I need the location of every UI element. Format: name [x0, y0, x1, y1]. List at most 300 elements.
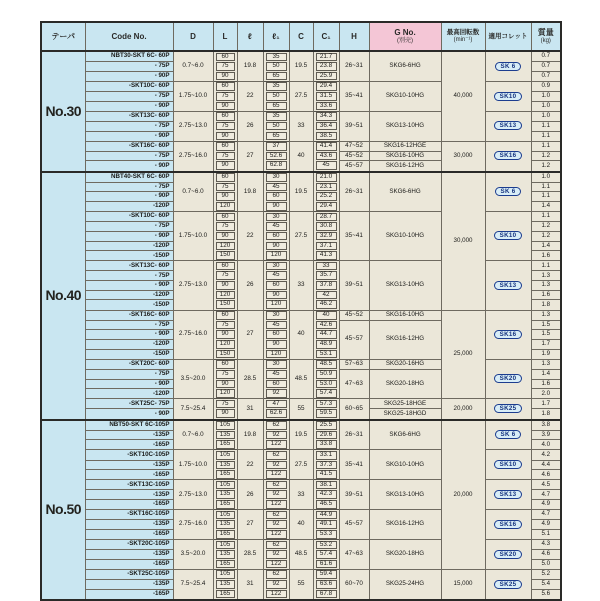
- l1-value-box: 120: [266, 251, 287, 260]
- l1-value-box: 65: [266, 102, 287, 111]
- l1-value-cell: [263, 470, 289, 480]
- l-value-cell: [213, 480, 237, 490]
- c1-value-box: 49.1: [316, 520, 337, 529]
- code-no-cell: - 90P: [85, 330, 173, 340]
- c1-value-box: 57.4: [316, 550, 337, 559]
- l1-value-box: 62: [266, 421, 287, 430]
- l-value-box: 165: [216, 500, 235, 509]
- mass-value-cell: 1.4: [531, 201, 561, 211]
- c1-value-box: 34.3: [316, 112, 337, 121]
- l1-value-box: 92: [266, 461, 287, 470]
- g-no-cell: SKG10-10HG: [369, 450, 441, 480]
- c1-value-box: 25.9: [316, 72, 337, 81]
- l1-value-cell: [263, 71, 289, 81]
- collet-cell: [485, 51, 531, 81]
- mass-value-cell: 1.1: [531, 261, 561, 271]
- l-value-cell: [213, 589, 237, 600]
- c1-value-cell: [313, 300, 339, 310]
- l1-value-cell: [263, 121, 289, 131]
- mass-value-cell: 5.2: [531, 569, 561, 579]
- c1-value-box: 31.5: [316, 92, 337, 101]
- h-range-cell: 39~51: [339, 480, 369, 510]
- code-no-cell: - 90P: [85, 131, 173, 141]
- code-no-cell: - 75P: [85, 62, 173, 72]
- c1-value-cell: [313, 369, 339, 379]
- l1-value-box: 37: [266, 142, 287, 151]
- mass-value-cell: 5.4: [531, 580, 561, 590]
- code-no-cell: -SKT16C-105P: [85, 510, 173, 520]
- l-value-box: 135: [216, 431, 235, 440]
- l1-value-cell: [263, 589, 289, 600]
- mass-value-cell: 0.7: [531, 62, 561, 72]
- mass-value-cell: 4.3: [531, 540, 561, 550]
- c-value-cell: 33: [289, 111, 313, 141]
- l-value-box: 150: [216, 350, 235, 359]
- g-no-cell: SKG6-6HG: [369, 172, 441, 212]
- c1-value-cell: [313, 510, 339, 520]
- l-value-cell: [213, 131, 237, 141]
- c-value-cell: 19.5: [289, 420, 313, 450]
- l-value-box: 135: [216, 550, 235, 559]
- l-value-box: 90: [216, 161, 235, 170]
- code-no-cell: - 75P: [85, 151, 173, 161]
- l-value-cell: [213, 310, 237, 320]
- mass-value-cell: 3.9: [531, 430, 561, 440]
- c1-value-cell: [313, 349, 339, 359]
- code-no-cell: - 75P: [85, 320, 173, 330]
- header-max-rpm-sub: (min⁻¹): [453, 36, 473, 43]
- l-value-box: 75: [216, 400, 235, 409]
- l-value-box: 105: [216, 511, 235, 520]
- l-value-box: 60: [216, 53, 235, 62]
- l1-value-box: 60: [266, 192, 287, 201]
- l-value-box: 75: [216, 183, 235, 192]
- mass-value-cell: 1.3: [531, 281, 561, 291]
- l1-value-box: 90: [266, 291, 287, 300]
- l-value-box: 75: [216, 370, 235, 379]
- mass-value-cell: 4.9: [531, 520, 561, 530]
- collet-cell: [485, 81, 531, 111]
- l-lower-value-cell: 27: [237, 510, 263, 540]
- c-value-cell: 27.5: [289, 450, 313, 480]
- l1-value-cell: [263, 182, 289, 192]
- c1-value-box: 29.4: [316, 82, 337, 91]
- c1-value-cell: [313, 409, 339, 420]
- code-no-cell: -120P: [85, 389, 173, 399]
- l-value-cell: [213, 161, 237, 172]
- l1-value-box: 122: [266, 590, 287, 599]
- c1-value-cell: [313, 430, 339, 440]
- l1-value-cell: [263, 241, 289, 251]
- l1-value-box: 30: [266, 360, 287, 369]
- c1-value-box: 21.7: [316, 53, 337, 62]
- l-value-cell: [213, 172, 237, 183]
- c1-value-box: 41.5: [316, 470, 337, 479]
- collet-badge: SK25: [494, 580, 523, 589]
- l-value-box: 165: [216, 560, 235, 569]
- l1-value-cell: [263, 510, 289, 520]
- mass-value-cell: 1.4: [531, 241, 561, 251]
- mass-value-cell: 5.0: [531, 559, 561, 569]
- l-value-box: 75: [216, 122, 235, 131]
- code-no-cell: - 75P: [85, 222, 173, 232]
- code-no-cell: -135P: [85, 520, 173, 530]
- l1-value-cell: [263, 101, 289, 111]
- code-no-cell: -135P: [85, 460, 173, 470]
- l1-value-cell: [263, 271, 289, 281]
- l1-value-cell: [263, 161, 289, 172]
- code-no-cell: - 90P: [85, 281, 173, 291]
- mass-value-cell: 4.2: [531, 450, 561, 460]
- l1-value-box: 47: [266, 400, 287, 409]
- l-value-cell: [213, 281, 237, 291]
- mass-value-cell: 1.2: [531, 222, 561, 232]
- l-value-box: 120: [216, 389, 235, 398]
- h-range-cell: 39~51: [339, 111, 369, 141]
- l-value-cell: [213, 71, 237, 81]
- l-value-cell: [213, 81, 237, 91]
- l1-value-cell: [263, 420, 289, 431]
- mass-value-cell: 4.9: [531, 500, 561, 510]
- collet-badge: SK25: [494, 404, 523, 413]
- l-lower-value-cell: 31: [237, 569, 263, 599]
- c1-value-box: 48.5: [316, 360, 337, 369]
- code-no-cell: - 90P: [85, 231, 173, 241]
- d-range-cell: 7.5~25.4: [173, 569, 213, 599]
- code-no-cell: -SKT13C- 60P: [85, 261, 173, 271]
- l1-value-cell: [263, 520, 289, 530]
- c1-value-box: 40: [316, 311, 337, 320]
- code-no-cell: -135P: [85, 490, 173, 500]
- taper-label: No.50: [41, 420, 85, 600]
- mass-value-cell: 1.1: [531, 182, 561, 192]
- c1-value-box: 33.1: [316, 451, 337, 460]
- collet-cell: [485, 450, 531, 480]
- mass-value-cell: 5.1: [531, 529, 561, 539]
- l-value-cell: [213, 330, 237, 340]
- l-value-cell: [213, 369, 237, 379]
- d-range-cell: 1.75~10.0: [173, 450, 213, 480]
- c1-value-cell: [313, 81, 339, 91]
- l1-value-cell: [263, 111, 289, 121]
- c1-value-cell: [313, 540, 339, 550]
- d-range-cell: 0.7~6.0: [173, 420, 213, 450]
- collet-badge: SK16: [494, 151, 523, 160]
- c1-value-cell: [313, 251, 339, 261]
- h-range-cell: 57~63: [339, 359, 369, 369]
- code-no-cell: -165P: [85, 589, 173, 600]
- code-no-cell: -SKT16C- 60P: [85, 310, 173, 320]
- l1-value-cell: [263, 379, 289, 389]
- l1-value-box: 35: [266, 112, 287, 121]
- l-value-cell: [213, 540, 237, 550]
- l1-value-cell: [263, 290, 289, 300]
- l1-value-cell: [263, 310, 289, 320]
- l1-value-box: 62: [266, 511, 287, 520]
- l1-value-box: 62.8: [266, 161, 287, 170]
- c1-value-box: 53.0: [316, 380, 337, 389]
- c1-value-box: 57.4: [316, 389, 337, 398]
- code-no-cell: NBT50-SKT 6C-105P: [85, 420, 173, 431]
- l-value-cell: [213, 111, 237, 121]
- mass-value-cell: 1.1: [531, 121, 561, 131]
- mass-value-cell: 3.8: [531, 420, 561, 431]
- l1-value-box: 50: [266, 92, 287, 101]
- code-no-cell: - 75P: [85, 91, 173, 101]
- c1-value-cell: [313, 172, 339, 183]
- h-range-cell: 26~31: [339, 420, 369, 450]
- mass-value-cell: 4.6: [531, 470, 561, 480]
- c-value-cell: 19.5: [289, 172, 313, 212]
- c1-value-box: 41.3: [316, 251, 337, 260]
- collet-cell: [485, 261, 531, 310]
- g-no-cell: SKG10-10HG: [369, 212, 441, 261]
- l-value-cell: [213, 141, 237, 151]
- l1-value-cell: [263, 559, 289, 569]
- l1-value-cell: [263, 430, 289, 440]
- l-lower-value-cell: 22: [237, 212, 263, 261]
- l1-value-cell: [263, 261, 289, 271]
- c1-value-cell: [313, 71, 339, 81]
- h-range-cell: 47~63: [339, 540, 369, 570]
- c1-value-cell: [313, 569, 339, 579]
- l-lower-value-cell: 27: [237, 141, 263, 171]
- l1-value-cell: [263, 460, 289, 470]
- c1-value-box: 30.8: [316, 222, 337, 231]
- c1-value-cell: [313, 51, 339, 62]
- c1-value-box: 29.6: [316, 431, 337, 440]
- l-value-cell: [213, 569, 237, 579]
- c1-value-box: 45: [316, 161, 337, 170]
- mass-value-cell: 4.7: [531, 510, 561, 520]
- c1-value-box: 42.6: [316, 321, 337, 330]
- l-lower-value-cell: 27: [237, 310, 263, 359]
- l-value-box: 60: [216, 142, 235, 151]
- c1-value-box: 33: [316, 262, 337, 271]
- c1-value-cell: [313, 460, 339, 470]
- mass-value-cell: 1.2: [531, 231, 561, 241]
- l1-value-box: 60: [266, 232, 287, 241]
- l-value-box: 135: [216, 580, 235, 589]
- l1-value-box: 62: [266, 541, 287, 550]
- code-no-cell: - 90P: [85, 161, 173, 172]
- code-no-cell: -120P: [85, 340, 173, 350]
- l-lower-value-cell: 19.8: [237, 51, 263, 81]
- l1-value-cell: [263, 281, 289, 291]
- mass-value-cell: 2.0: [531, 389, 561, 399]
- c1-value-box: 38.5: [316, 132, 337, 141]
- mass-value-cell: 1.0: [531, 91, 561, 101]
- h-range-cell: 26~31: [339, 51, 369, 81]
- l-value-cell: [213, 251, 237, 261]
- l1-value-box: 65: [266, 72, 287, 81]
- d-range-cell: 2.75~16.0: [173, 141, 213, 171]
- l1-value-box: 62.6: [266, 409, 287, 418]
- g-no-cell: SKG13-10HG: [369, 111, 441, 141]
- code-no-cell: - 90P: [85, 101, 173, 111]
- taper-label: No.40: [41, 172, 85, 420]
- collet-cell: [485, 141, 531, 171]
- l-value-cell: [213, 359, 237, 369]
- collet-badge: SK 6: [495, 62, 522, 71]
- code-no-cell: -150P: [85, 349, 173, 359]
- l1-value-box: 62: [266, 481, 287, 490]
- l-value-box: 75: [216, 152, 235, 161]
- c1-value-cell: [313, 589, 339, 600]
- l-value-cell: [213, 182, 237, 192]
- l-value-box: 165: [216, 590, 235, 599]
- mass-value-cell: 1.1: [531, 212, 561, 222]
- collet-cell: [485, 480, 531, 510]
- l-lower-value-cell: 22: [237, 450, 263, 480]
- l1-value-cell: [263, 192, 289, 202]
- table-header: [41, 22, 561, 51]
- c1-value-cell: [313, 201, 339, 211]
- mass-value-cell: 0.7: [531, 71, 561, 81]
- collet-badge: SK 6: [495, 430, 522, 439]
- g-no-cell: SKG20-18HG: [369, 369, 441, 398]
- mass-value-cell: 4.6: [531, 550, 561, 560]
- l-value-cell: [213, 389, 237, 399]
- l1-value-box: 92: [266, 550, 287, 559]
- l1-value-cell: [263, 141, 289, 151]
- c1-value-cell: [313, 222, 339, 232]
- l-value-box: 90: [216, 132, 235, 141]
- d-range-cell: 2.75~16.0: [173, 510, 213, 540]
- mass-value-cell: 1.6: [531, 251, 561, 261]
- c1-value-box: 25.5: [316, 421, 337, 430]
- l-value-box: 90: [216, 232, 235, 241]
- h-range-cell: 60~70: [339, 569, 369, 599]
- d-range-cell: 7.5~25.4: [173, 399, 213, 420]
- c1-value-cell: [313, 529, 339, 539]
- l-value-cell: [213, 271, 237, 281]
- c-value-cell: 33: [289, 480, 313, 510]
- header-taper: テーパ: [41, 22, 85, 51]
- table-body: [41, 51, 561, 600]
- mass-value-cell: 0.9: [531, 81, 561, 91]
- l-value-box: 75: [216, 222, 235, 231]
- l1-value-cell: [263, 201, 289, 211]
- l1-value-cell: [263, 300, 289, 310]
- c-value-cell: 55: [289, 399, 313, 420]
- l-value-box: 75: [216, 321, 235, 330]
- code-no-cell: -150P: [85, 251, 173, 261]
- table-row: [41, 310, 561, 320]
- c1-value-box: 44.9: [316, 511, 337, 520]
- c1-value-cell: [313, 141, 339, 151]
- g-no-cell: SKG6-6HG: [369, 420, 441, 450]
- g-no-cell: SKG16-10HG: [369, 151, 441, 161]
- l-value-cell: [213, 420, 237, 431]
- l-value-cell: [213, 261, 237, 271]
- l1-value-box: 35: [266, 53, 287, 62]
- l1-value-cell: [263, 251, 289, 261]
- l-value-box: 105: [216, 541, 235, 550]
- collet-cell: [485, 420, 531, 450]
- c1-value-box: 25.2: [316, 192, 337, 201]
- c1-value-box: 37.3: [316, 461, 337, 470]
- h-range-cell: 47~63: [339, 369, 369, 398]
- l-value-cell: [213, 520, 237, 530]
- l-value-cell: [213, 529, 237, 539]
- code-no-cell: -SKT13C- 60P: [85, 111, 173, 121]
- l1-value-box: 35: [266, 82, 287, 91]
- collet-cell: [485, 111, 531, 141]
- l-value-box: 165: [216, 470, 235, 479]
- mass-value-cell: 4.5: [531, 480, 561, 490]
- collet-cell: [485, 540, 531, 570]
- mass-value-cell: 1.2: [531, 151, 561, 161]
- header-mass: [531, 22, 561, 51]
- l-value-cell: [213, 490, 237, 500]
- l-value-box: 105: [216, 421, 235, 430]
- c1-value-cell: [313, 399, 339, 409]
- g-no-cell: SKG6-6HG: [369, 51, 441, 81]
- l-value-box: 90: [216, 192, 235, 201]
- l-value-cell: [213, 349, 237, 359]
- max-rpm-cell: 30,000: [441, 172, 485, 311]
- l-value-box: 90: [216, 409, 235, 418]
- l1-value-cell: [263, 450, 289, 460]
- l-value-cell: [213, 320, 237, 330]
- collet-cell: [485, 359, 531, 399]
- l-value-box: 60: [216, 262, 235, 271]
- c1-value-box: 37.1: [316, 242, 337, 251]
- l1-value-box: 122: [266, 560, 287, 569]
- l-lower-value-cell: 26: [237, 261, 263, 310]
- table-row: [41, 399, 561, 409]
- c1-value-box: 46.5: [316, 500, 337, 509]
- l1-value-cell: [263, 91, 289, 101]
- c1-value-cell: [313, 550, 339, 560]
- header-max-rpm-main: 最高回転数: [446, 29, 480, 37]
- d-range-cell: 2.75~13.0: [173, 480, 213, 510]
- mass-value-cell: 1.3: [531, 310, 561, 320]
- code-no-cell: - 75P: [85, 121, 173, 131]
- collet-cell: [485, 569, 531, 599]
- c1-value-cell: [313, 192, 339, 202]
- g-no-cell: SKG10-10HG: [369, 81, 441, 111]
- l-lower-value-cell: 26: [237, 480, 263, 510]
- c1-value-box: 36.4: [316, 122, 337, 131]
- collet-badge: SK16: [494, 330, 523, 339]
- d-range-cell: 1.75~10.0: [173, 81, 213, 111]
- l1-value-box: 30: [266, 262, 287, 271]
- c1-value-box: 53.1: [316, 350, 337, 359]
- l-lower-value-cell: 26: [237, 111, 263, 141]
- mass-value-cell: 1.9: [531, 349, 561, 359]
- l1-value-cell: [263, 399, 289, 409]
- l1-value-box: 122: [266, 530, 287, 539]
- h-range-cell: 45~57: [339, 161, 369, 172]
- l-value-box: 60: [216, 112, 235, 121]
- table-row: [41, 172, 561, 183]
- g-no-cell: SKG16-12HGE: [369, 141, 441, 151]
- header-collet: 適用コレット: [485, 22, 531, 51]
- l1-value-cell: [263, 369, 289, 379]
- l1-value-cell: [263, 131, 289, 141]
- mass-value-cell: 1.3: [531, 271, 561, 281]
- l1-value-cell: [263, 151, 289, 161]
- l-value-cell: [213, 450, 237, 460]
- c1-value-cell: [313, 340, 339, 350]
- l-lower-value-cell: 22: [237, 81, 263, 111]
- mass-value-cell: 1.7: [531, 340, 561, 350]
- code-no-cell: - 90P: [85, 71, 173, 81]
- h-range-cell: 45~57: [339, 510, 369, 540]
- l-value-box: 135: [216, 520, 235, 529]
